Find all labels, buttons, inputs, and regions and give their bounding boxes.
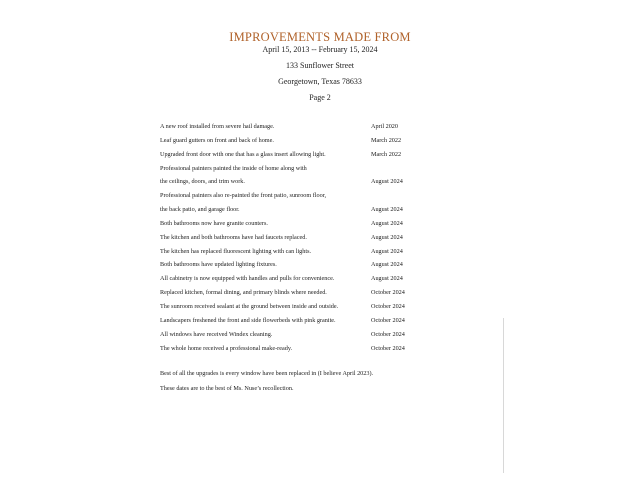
- date-range: April 15, 2013 -- February 15, 2024: [262, 45, 378, 54]
- street-address: 133 Sunflower Street: [286, 61, 354, 70]
- item-date: October 2024: [371, 344, 405, 352]
- item-description: The sunroom received sealant at the ground between inside and outside.: [160, 302, 339, 310]
- item-date: August 2024: [371, 178, 403, 186]
- list-item: [160, 162, 460, 176]
- item-date: April 2020: [371, 123, 398, 130]
- item-description: the back patio, and garage floor.: [160, 206, 240, 214]
- item-description: Professional painters painted the inside of home along with: [160, 164, 307, 172]
- list-item: [160, 189, 460, 203]
- list-item: [160, 300, 460, 314]
- list-item: [160, 328, 460, 342]
- windows-note: Best of all the upgrades is every window have been replaced in (I believe April 2023).: [160, 370, 374, 377]
- item-description: the ceilings, doors, and trim work.: [160, 178, 245, 186]
- item-date: March 2022: [371, 150, 402, 158]
- list-item: [160, 120, 460, 134]
- list-item: [160, 134, 460, 148]
- item-date: August 2024: [371, 261, 403, 269]
- list-item: [160, 258, 460, 272]
- item-description: Upgraded front door with one that has a glass insert allowing light.: [160, 150, 326, 158]
- recollection-note: These dates are to the best of Ms. Nuse’s recollection.: [160, 385, 294, 392]
- item-date: October 2024: [371, 289, 405, 297]
- item-date: August 2024: [371, 206, 403, 214]
- item-date: October 2024: [371, 316, 405, 324]
- improvements-list: [160, 120, 460, 355]
- item-description: The kitchen and both bathrooms have had faucets replaced.: [160, 233, 307, 241]
- document-title: IMPROVEMENTS MADE FROM: [229, 30, 411, 44]
- list-item: [160, 203, 460, 217]
- item-description: Both bathrooms now have granite counters.: [160, 219, 268, 227]
- item-description: Both bathrooms have updated lighting fixtures.: [160, 261, 277, 269]
- list-item: [160, 231, 460, 245]
- list-item: [160, 217, 460, 231]
- item-date: August 2024: [371, 275, 403, 283]
- item-date: March 2022: [371, 136, 402, 144]
- item-date: October 2024: [371, 302, 405, 310]
- list-item: [160, 314, 460, 328]
- item-description: Professional painters also re-painted the front patio, sunroom floor,: [160, 192, 327, 200]
- item-description: All cabinetry is now equipped with handles and pulls for convenience.: [160, 275, 335, 283]
- item-description: The whole home received a professional make-ready.: [160, 344, 293, 352]
- list-item: [160, 286, 460, 300]
- item-date: August 2024: [371, 247, 403, 255]
- city-state-zip: Georgetown, Texas 78633: [278, 77, 362, 86]
- item-description: Landscapers freshened the front and side flowerbeds with pink granite.: [160, 316, 336, 324]
- list-item: [160, 342, 460, 356]
- list-item: [160, 272, 460, 286]
- item-description: A new roof installed from severe hail damage.: [160, 123, 275, 130]
- item-description: All windows have received Windex cleaning.: [160, 330, 273, 338]
- page-number: Page 2: [309, 93, 331, 102]
- item-description: Replaced kitchen, formal dining, and primary blinds where needed.: [160, 289, 327, 297]
- item-date: October 2024: [371, 330, 405, 338]
- item-description: The kitchen has replaced fluorescent lighting with can lights.: [160, 247, 312, 255]
- item-date: August 2024: [371, 233, 403, 241]
- item-description: Leaf guard gutters on front and back of home.: [160, 136, 274, 144]
- list-item: [160, 148, 460, 162]
- list-item: [160, 245, 460, 259]
- list-item: [160, 175, 460, 189]
- page-edge-line: [503, 318, 504, 473]
- item-date: August 2024: [371, 219, 403, 227]
